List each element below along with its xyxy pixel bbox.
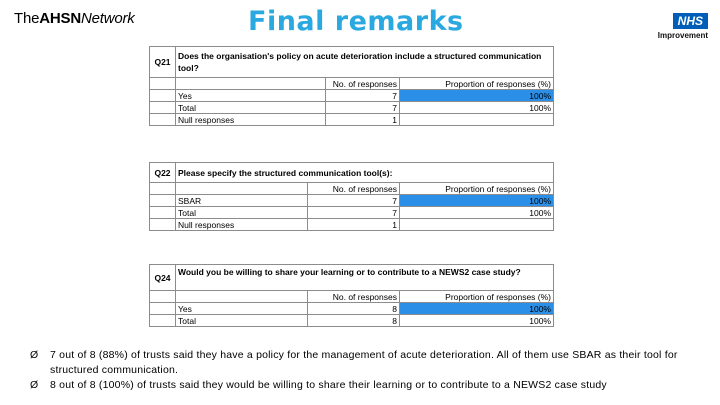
bullet-arrow-icon: Ø [30, 379, 39, 391]
page-title: Final remarks [248, 6, 464, 37]
q21-row-total-pct: 100% [400, 102, 554, 114]
q24-row-yes-label: Yes [176, 303, 308, 315]
q21-table [149, 46, 554, 126]
q21-row-total-count: 7 [326, 102, 400, 114]
summary-bullets [30, 348, 710, 393]
q22-col-count: No. of responses [308, 183, 400, 195]
summary-bullet-text: 7 out of 8 (88%) of trusts said they have a policy for the management of acute deterioration. All of them use SBAR as their tool for structured communication. [50, 349, 678, 376]
nhs-logo-subtitle: Improvement [657, 31, 708, 40]
q21-row-null-label: Null responses [176, 114, 326, 126]
q21-row-yes-label: Yes [176, 90, 326, 102]
brand-the: The [14, 10, 40, 27]
q24-number: Q24 [150, 265, 176, 291]
summary-bullet-text: 8 out of 8 (100%) of trusts said they would be willing to share their learning or to contribute to a NEWS2 case study [50, 379, 607, 391]
q24-question: Would you be willing to share your learning or to contribute to a NEWS2 case study? [176, 265, 554, 291]
q22-number: Q22 [150, 163, 176, 183]
q21-col-prop: Proportion of responses (%) [400, 78, 554, 90]
bullet-arrow-icon: Ø [30, 349, 39, 361]
q22-row-total-count: 7 [308, 207, 400, 219]
q24-row-total-count: 8 [308, 315, 400, 327]
q22-row-null-pct [400, 219, 554, 231]
q24-row-total-pct: 100% [400, 315, 554, 327]
q24-table [149, 264, 554, 327]
q24-col-count: No. of responses [308, 291, 400, 303]
brand-ahsn: AHSN [39, 10, 81, 27]
brand-network: Network [80, 10, 135, 27]
q22-row-total-pct: 100% [400, 207, 554, 219]
q21-row-total-label: Total [176, 102, 326, 114]
q22-row-null-count: 1 [308, 219, 400, 231]
q21-row-null-pct [400, 114, 554, 126]
q21-row-null-count: 1 [326, 114, 400, 126]
q24-row-yes-count: 8 [308, 303, 400, 315]
summary-bullet-1 [30, 348, 710, 378]
q22-row-sbar-count: 7 [308, 195, 400, 207]
q22-row-sbar-pct: 100% [529, 195, 552, 206]
q22-row-total-label: Total [176, 207, 308, 219]
q21-row-yes-bar [400, 90, 554, 102]
q24-col-prop: Proportion of responses (%) [400, 291, 554, 303]
q22-table [149, 162, 554, 231]
nhs-logo-box: NHS [673, 13, 708, 29]
q21-row-yes-pct: 100% [529, 90, 552, 101]
summary-bullet-2 [30, 378, 710, 393]
q21-row-yes-count: 7 [326, 90, 400, 102]
q24-row-yes-bar [400, 303, 554, 315]
q21-col-count: No. of responses [326, 78, 400, 90]
nhs-improvement-logo [644, 12, 708, 40]
q21-number: Q21 [150, 47, 176, 78]
q22-question: Please specify the structured communication tool(s): [176, 163, 554, 183]
q22-row-null-label: Null responses [176, 219, 308, 231]
q22-col-prop: Proportion of responses (%) [400, 183, 554, 195]
q21-question: Does the organisation's policy on acute deterioration include a structured communication tool? [176, 47, 554, 78]
q24-row-total-label: Total [176, 315, 308, 327]
q22-row-sbar-label: SBAR [176, 195, 308, 207]
q24-row-yes-pct: 100% [529, 303, 551, 314]
header-brand [14, 10, 135, 27]
q22-row-sbar-bar [400, 195, 554, 207]
